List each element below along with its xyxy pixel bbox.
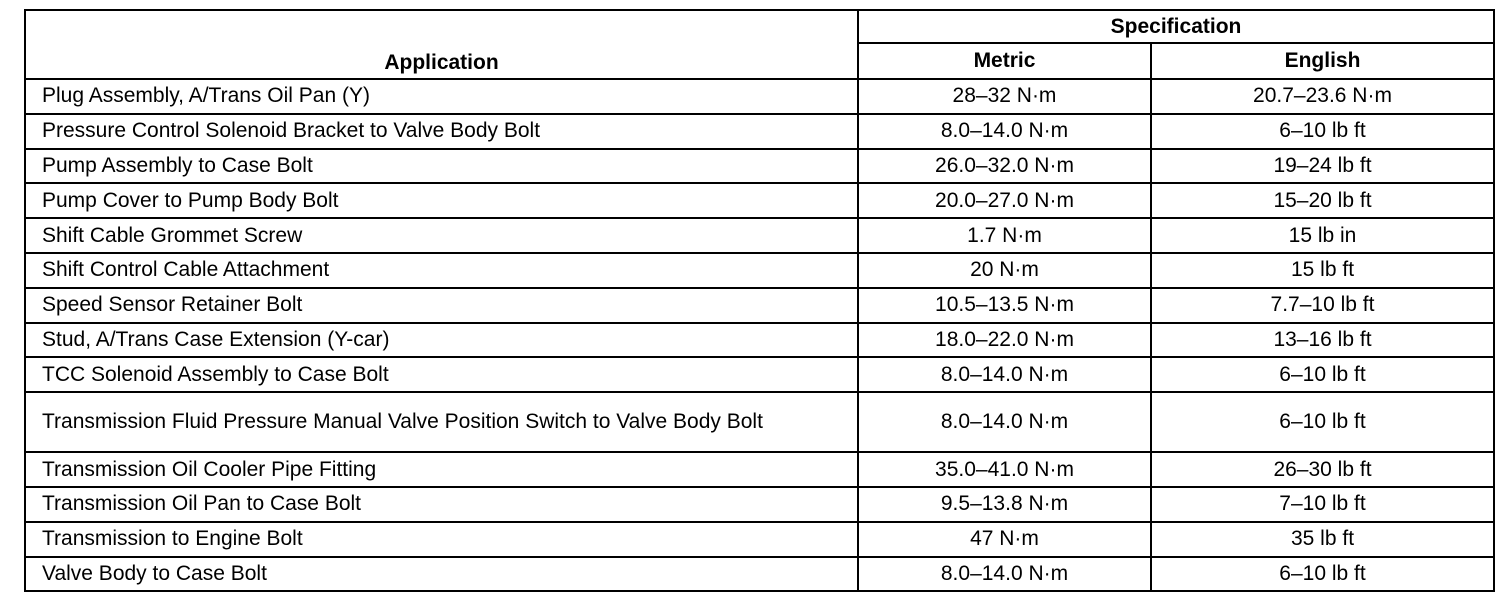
torque-specification-table	[24, 9, 1495, 592]
metric-cell: 8.0–14.0 N·m	[858, 357, 1151, 392]
metric-cell: 28–32 N·m	[858, 79, 1151, 114]
application-cell: Transmission Fluid Pressure Manual Valve Position Switch to Valve Body Bolt	[25, 392, 858, 452]
metric-cell: 35.0–41.0 N·m	[858, 452, 1151, 487]
table-row	[25, 357, 1494, 392]
table-row	[25, 79, 1494, 114]
english-cell: 15–20 lb ft	[1151, 183, 1494, 218]
table-row	[25, 323, 1494, 358]
application-cell: Transmission to Engine Bolt	[25, 522, 858, 557]
application-cell: Pressure Control Solenoid Bracket to Valve Body Bolt	[25, 114, 858, 149]
english-cell: 7–10 lb ft	[1151, 487, 1494, 522]
application-cell: Transmission Oil Cooler Pipe Fitting	[25, 452, 858, 487]
table-row	[25, 288, 1494, 323]
metric-cell: 8.0–14.0 N·m	[858, 392, 1151, 452]
table-row	[25, 522, 1494, 557]
english-cell: 6–10 lb ft	[1151, 557, 1494, 592]
english-header: English	[1151, 43, 1494, 79]
english-cell: 20.7–23.6 N·m	[1151, 79, 1494, 114]
metric-cell: 8.0–14.0 N·m	[858, 557, 1151, 592]
table-row	[25, 183, 1494, 218]
application-cell: Pump Cover to Pump Body Bolt	[25, 183, 858, 218]
metric-cell: 26.0–32.0 N·m	[858, 149, 1151, 184]
english-cell: 7.7–10 lb ft	[1151, 288, 1494, 323]
table-row	[25, 149, 1494, 184]
application-cell: Transmission Oil Pan to Case Bolt	[25, 487, 858, 522]
metric-header: Metric	[858, 43, 1151, 79]
metric-cell: 20 N·m	[858, 253, 1151, 288]
english-cell: 13–16 lb ft	[1151, 323, 1494, 358]
table-row	[25, 218, 1494, 253]
application-cell: Stud, A/Trans Case Extension (Y-car)	[25, 323, 858, 358]
english-cell: 15 lb ft	[1151, 253, 1494, 288]
table-row	[25, 487, 1494, 522]
metric-cell: 1.7 N·m	[858, 218, 1151, 253]
application-cell: Plug Assembly, A/Trans Oil Pan (Y)	[25, 79, 858, 114]
metric-cell: 10.5–13.5 N·m	[858, 288, 1151, 323]
table-row	[25, 392, 1494, 452]
english-cell: 6–10 lb ft	[1151, 114, 1494, 149]
application-cell: Shift Cable Grommet Screw	[25, 218, 858, 253]
application-cell: Pump Assembly to Case Bolt	[25, 149, 858, 184]
application-cell: Valve Body to Case Bolt	[25, 557, 858, 592]
metric-cell: 20.0–27.0 N·m	[858, 183, 1151, 218]
english-cell: 35 lb ft	[1151, 522, 1494, 557]
english-cell: 6–10 lb ft	[1151, 357, 1494, 392]
english-cell: 6–10 lb ft	[1151, 392, 1494, 452]
metric-cell: 47 N·m	[858, 522, 1151, 557]
english-cell: 19–24 lb ft	[1151, 149, 1494, 184]
metric-cell: 8.0–14.0 N·m	[858, 114, 1151, 149]
application-header: Application	[25, 10, 858, 79]
table-row	[25, 253, 1494, 288]
specification-header: Specification	[858, 10, 1494, 43]
application-cell: Speed Sensor Retainer Bolt	[25, 288, 858, 323]
english-cell: 15 lb in	[1151, 218, 1494, 253]
application-cell: TCC Solenoid Assembly to Case Bolt	[25, 357, 858, 392]
table-row	[25, 114, 1494, 149]
metric-cell: 9.5–13.8 N·m	[858, 487, 1151, 522]
table-row	[25, 557, 1494, 592]
english-cell: 26–30 lb ft	[1151, 452, 1494, 487]
metric-cell: 18.0–22.0 N·m	[858, 323, 1151, 358]
application-cell: Shift Control Cable Attachment	[25, 253, 858, 288]
table-row	[25, 452, 1494, 487]
